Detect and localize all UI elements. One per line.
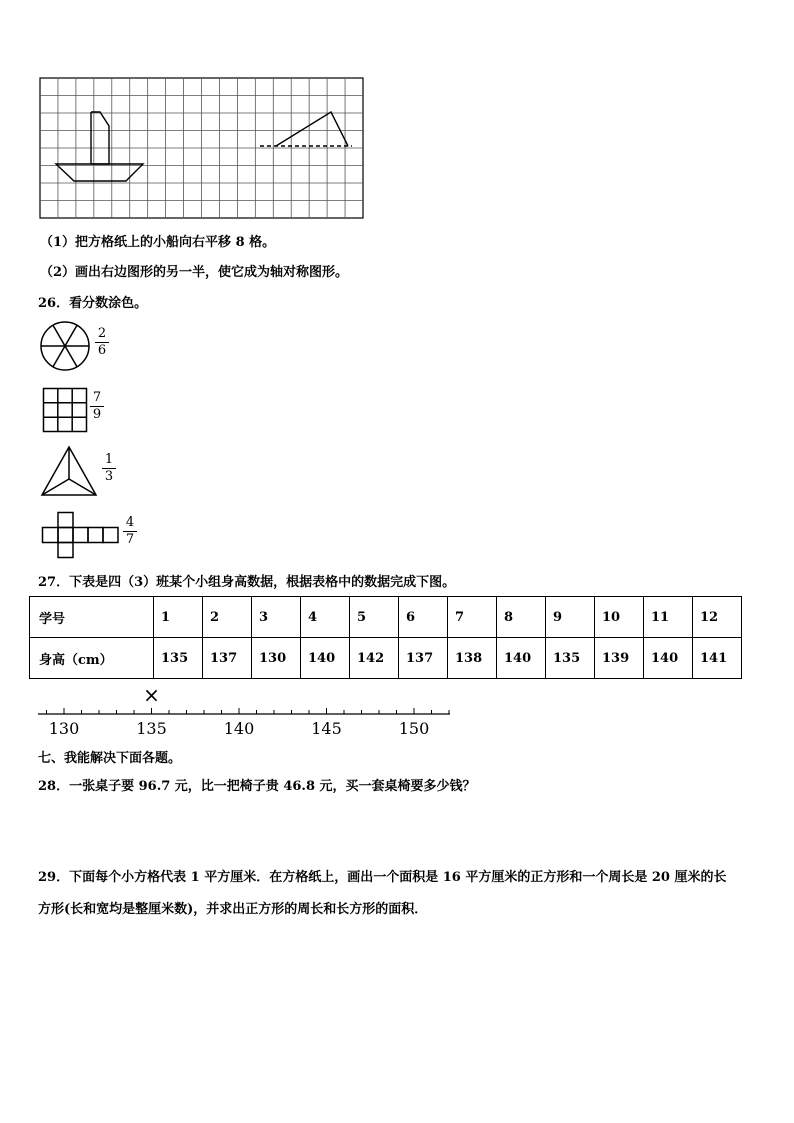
task26-title: 26．看分数涂色。: [38, 296, 148, 311]
table-cell: 138: [448, 638, 497, 679]
task27-title: 27．下表是四（3）班某个小组身高数据，根据表格中的数据完成下图。: [38, 575, 456, 590]
fraction-denominator: 6: [97, 343, 107, 358]
table-cell: 139: [595, 638, 644, 679]
table-cell: 6: [399, 597, 448, 638]
table-cell: 12: [693, 597, 742, 638]
tick-label: 150: [398, 719, 430, 738]
tick-label: 145: [311, 719, 342, 738]
fraction-1-3: [102, 453, 116, 484]
table-cell: 3: [252, 597, 301, 638]
task28-question: 28．一张桌子要 96.7 元，比一把椅子贵 46.8 元，买一套桌椅要多少钱？: [38, 779, 476, 794]
fraction-numerator: 1: [104, 452, 114, 467]
height-number-line: [30, 684, 460, 742]
square-grid: [40, 78, 363, 218]
table-cell: 5: [350, 597, 399, 638]
task25-sub2: （2）画出右边图形的另一半，使它成为轴对称图形。: [40, 265, 349, 280]
table-cell: 130: [252, 638, 301, 679]
task25-sub1: （1）把方格纸上的小船向右平移 8 格。: [40, 235, 276, 250]
table-cell: 2: [203, 597, 252, 638]
fraction-denominator: 9: [92, 407, 102, 422]
table-cell: 11: [644, 597, 693, 638]
row-label-id: 学号: [30, 597, 154, 638]
fraction-7-9: [90, 391, 104, 422]
table-cell: 140: [497, 638, 546, 679]
fraction-2-6: [95, 327, 109, 358]
table-cell: 140: [301, 638, 350, 679]
fraction-numerator: 4: [125, 515, 135, 530]
task29-line1: 29．下面每个小方格代表 1 平方厘米．在方格纸上，画出一个面积是 16 平方厘米的正方形和一个周长是 20 厘米的长: [38, 870, 727, 885]
data-mark: ×: [143, 684, 160, 707]
table-row-ids: [30, 597, 742, 638]
half-symmetric-shape: [260, 112, 352, 146]
tick-label: 130: [48, 719, 80, 738]
table-cell: 135: [546, 638, 595, 679]
row-label-height: 身高（cm）: [30, 638, 154, 679]
task29-line2: 方形(长和宽均是整厘米数)，并求出正方形的周长和长方形的面积．: [38, 902, 428, 917]
triangle-three-parts: [40, 445, 98, 497]
table-cell: 140: [644, 638, 693, 679]
fraction-denominator: 3: [104, 469, 114, 484]
table-cell: 10: [595, 597, 644, 638]
table-cell: 1: [154, 597, 203, 638]
table-cell: 4: [301, 597, 350, 638]
fraction-denominator: 7: [125, 532, 135, 547]
height-table: [29, 596, 742, 679]
table-cell: 135: [154, 638, 203, 679]
table-cell: 8: [497, 597, 546, 638]
table-cell: 9: [546, 597, 595, 638]
fraction-4-7: [123, 516, 137, 547]
table-cell: 137: [203, 638, 252, 679]
table-cell: 137: [399, 638, 448, 679]
tick-label: 140: [223, 719, 255, 738]
tick-label: 135: [136, 719, 167, 738]
table-cell: 141: [693, 638, 742, 679]
square-nine-parts: [42, 387, 88, 433]
table-row-heights: [30, 638, 742, 679]
table-cell: 142: [350, 638, 399, 679]
grid-figure: [38, 76, 368, 220]
table-cell: 7: [448, 597, 497, 638]
cross-seven-squares: [41, 511, 121, 559]
circle-six-parts: [39, 320, 91, 372]
fraction-numerator: 7: [92, 390, 102, 405]
section7-heading: 七、我能解决下面各题。: [38, 751, 182, 766]
fraction-numerator: 2: [97, 326, 107, 341]
